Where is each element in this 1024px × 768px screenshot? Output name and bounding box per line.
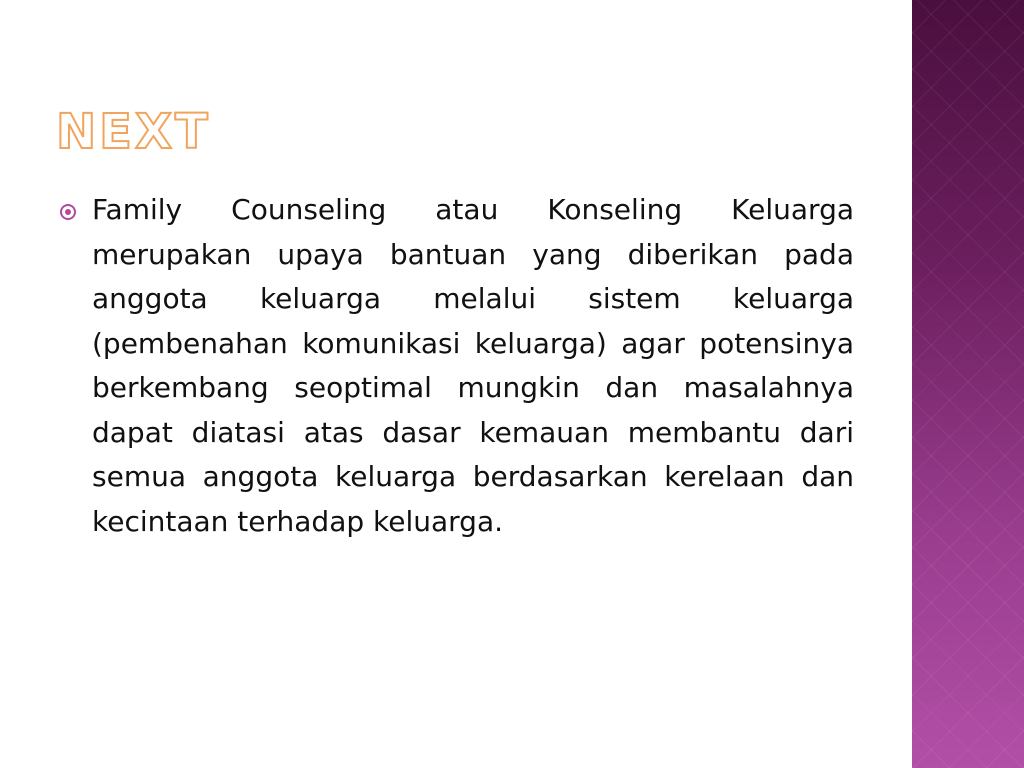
bullet-circle-icon <box>60 204 76 220</box>
bullet-list <box>60 188 854 544</box>
decorative-side-band <box>912 0 1024 768</box>
bullet-paragraph: Family Counseling atau Konseling Keluarga merupakan upaya bantuan yang diberikan pada anggota keluarga melalui sistem keluarga (pembenahan komunikasi keluarga) agar potensinya berkembang seoptimal mungkin dan masalahnya dapat diatasi atas dasar kemauan membantu dari semua anggota keluarga berdasarkan kerelaan dan kecintaan terhadap keluarga. <box>92 193 854 538</box>
slide-title: NEXT <box>56 104 211 160</box>
